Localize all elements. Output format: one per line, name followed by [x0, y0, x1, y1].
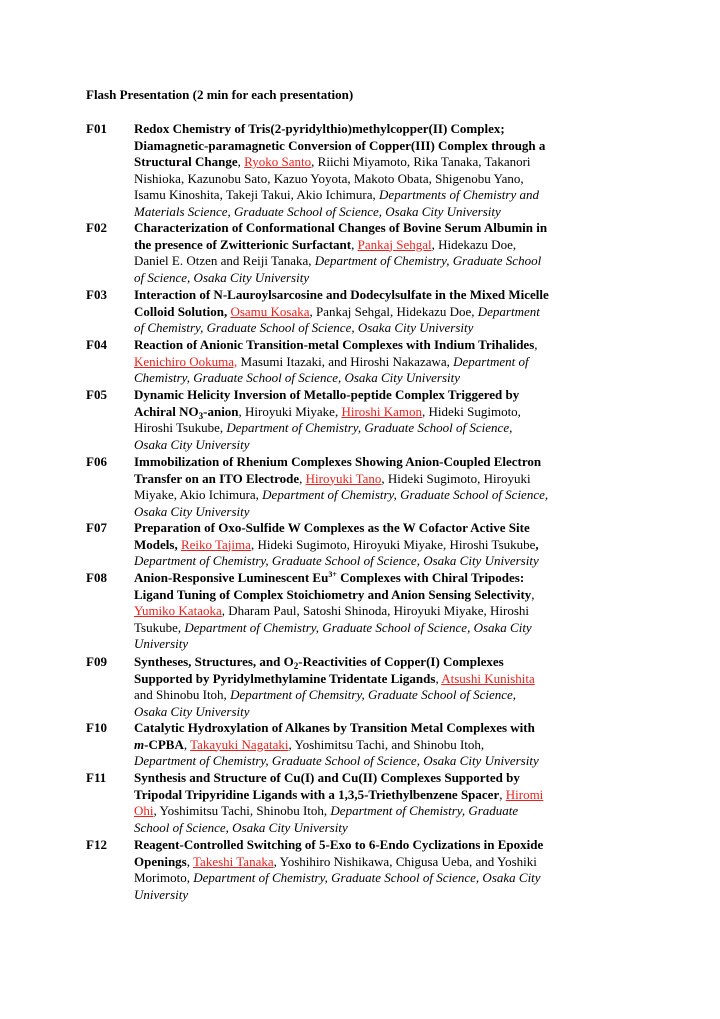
- text-segment: University: [134, 886, 189, 902]
- text-segment: Redox Chemistry of Tris(2-pyridylthio)methylcopper(II) Complex;: [134, 121, 505, 136]
- entry-line: [134, 837, 543, 854]
- text-segment: , Hideki Sugimoto, Hiroyuki Miyake, Hiroshi Tsukube: [250, 536, 536, 552]
- entry-line: [134, 803, 518, 820]
- entry-line: [134, 270, 309, 287]
- text-segment: ,: [534, 337, 538, 352]
- entry-line: [134, 253, 541, 270]
- presentation-code: F08: [86, 570, 107, 585]
- text-segment: Department of Chemistry, Graduate School of Science,: [226, 420, 513, 435]
- entry-line: [134, 354, 529, 371]
- text-segment: of Chemistry, Graduate School of Science, Osaka City University: [134, 320, 474, 335]
- text-segment: Interaction of N-Lauroylsarcosine and Dodecylsulfate in the Mixed Micelle: [134, 287, 549, 302]
- text-segment: Department of Chemistry, Graduate School of Science, Osaka City University: [134, 753, 539, 768]
- presenter-name: Ohi: [134, 803, 154, 818]
- text-segment: School of Science, Osaka City University: [134, 819, 348, 835]
- text-segment: , Yoshimitsu Tachi, Shinobu Itoh,: [153, 803, 331, 818]
- text-segment: Hiroshi Tsukube,: [134, 420, 227, 435]
- entry-line: [134, 304, 540, 321]
- text-segment: Anion-Responsive Luminescent Eu: [134, 570, 329, 585]
- text-segment: ,: [499, 786, 506, 802]
- text-segment: , Dharam Paul, Satoshi Shinoda, Hiroyuki Miyake, Hiroshi: [221, 603, 530, 618]
- text-segment: Syntheses, Structures, and O: [134, 654, 294, 669]
- text-segment: ,: [299, 470, 306, 486]
- entry-line: [134, 420, 512, 437]
- presenter-name: Takayuki Nagataki: [190, 736, 289, 752]
- text-segment: Preparation of Oxo-Sulfide W Complexes as the W Cofactor Active Site: [134, 520, 530, 535]
- entry-line: [134, 787, 543, 804]
- text-segment: -anion: [203, 403, 239, 419]
- text-segment: Reaction of Anionic Transition-metal Complexes with Indium Trihalides: [134, 337, 535, 352]
- presentation-code: F04: [86, 337, 107, 352]
- presentation-code: F09: [86, 654, 107, 669]
- entry-line: [134, 437, 250, 454]
- text-segment: Department of Chemistry, Graduate School of Science, Osaka City: [193, 870, 541, 885]
- presentation-code: F06: [86, 454, 107, 469]
- presentation-code: F11: [86, 770, 107, 785]
- text-segment: Immobilization of Rhenium Complexes Showing Anion-Coupled Electron: [134, 454, 542, 469]
- presenter-name: Yumiko Kataoka: [134, 603, 222, 618]
- presenter-name: Hiromi: [505, 786, 544, 802]
- text-segment: , Hideki Sugimoto, Hiroyuki: [381, 470, 531, 486]
- entry-line: [134, 704, 250, 721]
- text-segment: Department of Chemistry, Graduate: [330, 803, 519, 818]
- text-segment: Nishioka, Kazunobu Sato, Kazuo Yoyota, Makoto Obata, Shigenobu Yano,: [134, 170, 524, 186]
- text-segment: , Hidekazu Doe,: [431, 236, 517, 252]
- text-segment: of Science, Osaka City University: [134, 269, 310, 285]
- entry-line: [134, 671, 535, 688]
- entry-line: [134, 387, 519, 404]
- text-segment: Masumi Itazaki, and Hiroshi Nakazawa,: [237, 353, 454, 369]
- text-segment: Supported by Pyridylmethylamine Tridentate Ligands: [134, 670, 436, 686]
- text-segment: , Hiroyuki Miyake,: [238, 403, 342, 419]
- text-segment: and Shinobu Itoh,: [134, 687, 231, 702]
- text-segment: Structural Change: [134, 154, 238, 169]
- entry-line: [134, 121, 505, 138]
- entry-line: [134, 553, 539, 570]
- entry-line: [134, 220, 547, 237]
- entry-line: [134, 171, 524, 188]
- entry-line: [134, 854, 537, 871]
- entry-line: [134, 720, 535, 737]
- presenter-name: Atsushi Kunishita: [441, 670, 535, 686]
- presentation-code: F02: [86, 220, 107, 235]
- entry-line: [134, 770, 520, 787]
- entry-line: [134, 454, 541, 471]
- presenter-name: Pankaj Sehgal: [357, 236, 432, 252]
- text-segment: Tsukube,: [134, 619, 185, 635]
- text-segment: 3: [198, 410, 204, 421]
- text-segment: , Riichi Miyamoto, Rika Tanaka, Takanori: [311, 154, 531, 169]
- text-segment: 2: [293, 661, 299, 671]
- text-segment: Daniel E. Otzen and Reiji Tanaka,: [134, 253, 315, 268]
- text-segment: Characterization of Conformational Changes of Bovine Serum Albumin in: [134, 220, 548, 235]
- text-segment: ,: [237, 154, 245, 169]
- entry-line: [134, 370, 460, 387]
- text-segment: Department: [477, 303, 540, 319]
- entry-line: [134, 636, 188, 653]
- text-segment: -Reactivities of Copper(I) Complexes: [298, 654, 504, 669]
- entry-line: [134, 887, 188, 904]
- presenter-name: Reiko Tajima: [180, 536, 251, 552]
- text-segment: ,: [531, 586, 535, 602]
- entry-line: [134, 603, 529, 620]
- presenter-name: Takeshi Tanaka: [193, 853, 274, 869]
- entry-line: [134, 570, 524, 587]
- entry-line: [134, 404, 521, 421]
- text-segment: University: [134, 636, 189, 651]
- text-segment: Department of Chemistry, Graduate School: [314, 253, 542, 268]
- entry-line: [134, 504, 250, 521]
- entry-line: [134, 654, 504, 671]
- text-segment: m: [134, 736, 145, 752]
- text-segment: Synthesis and Structure of Cu(I) and Cu(II) Complexes Supported by: [134, 770, 520, 785]
- entry-line: [134, 687, 516, 704]
- text-segment: Ligand Tuning of Complex Stoichiometry and Anion Sensing Selectivity: [134, 586, 532, 602]
- text-segment: ,: [183, 736, 191, 752]
- text-segment: Catalytic Hydroxylation of Alkanes by Transition Metal Complexes with: [134, 720, 535, 735]
- text-segment: Complexes with Chiral Tripodes:: [336, 570, 525, 585]
- text-segment: Department of Chemistry, Graduate School of Science, Osaka City: [184, 619, 532, 635]
- entry-line: [134, 620, 532, 637]
- entry-line: [134, 154, 531, 171]
- page-heading: Flash Presentation (2 min for each presentation): [86, 87, 354, 102]
- text-segment: Reagent-Controlled Switching of 5-Exo to 6-Endo Cyclizations in Epoxide: [134, 837, 544, 852]
- presenter-name: Osamu Kosaka: [230, 303, 310, 319]
- text-segment: Diamagnetic-paramagnetic Conversion of Copper(III) Complex through a: [134, 137, 546, 153]
- entry-line: [134, 204, 501, 221]
- text-segment: Department of Chemistry, Graduate School of Science, Osaka City University: [134, 553, 539, 568]
- text-segment: ,: [535, 536, 539, 552]
- presentation-code: F12: [86, 837, 107, 852]
- presentation-code: F07: [86, 520, 107, 535]
- text-segment: Miyake, Akio Ichimura,: [134, 487, 263, 502]
- text-segment: Department of: [453, 353, 529, 369]
- text-segment: Tripodal Tripyridine Ligands with a 1,3,5-Triethylbenzene Spacer: [134, 786, 500, 802]
- text-segment: Colloid Solution,: [134, 303, 228, 319]
- entry-line: [134, 138, 545, 155]
- text-segment: Morimoto,: [134, 870, 194, 885]
- text-segment: Osaka City University: [134, 703, 250, 719]
- text-segment: the presence of Zwitterionic Surfactant: [134, 236, 352, 252]
- entry-line: [134, 337, 538, 354]
- text-segment: Osaka City University: [134, 436, 250, 452]
- text-segment: , Yoshihiro Nishikawa, Chigusa Ueba, and Yoshiki: [273, 853, 537, 869]
- presentation-code: F05: [86, 387, 107, 402]
- entry-line: [134, 520, 530, 537]
- text-segment: Dynamic Helicity Inversion of Metallo-peptide Complex Triggered by: [134, 387, 520, 402]
- entry-line: [134, 820, 348, 837]
- text-segment: Models,: [134, 536, 178, 552]
- text-segment: ,: [351, 236, 358, 252]
- text-segment: Transfer on an ITO Electrode: [134, 470, 300, 486]
- entry-line: [134, 187, 539, 204]
- text-segment: Openings: [134, 853, 187, 869]
- entry-line: [134, 287, 549, 304]
- text-segment: ,: [435, 670, 442, 686]
- entry-line: [134, 587, 535, 604]
- text-segment: Department of Chemsitry, Graduate School of Science,: [230, 687, 517, 702]
- text-segment: 3+: [328, 570, 337, 579]
- text-segment: Achiral NO: [134, 403, 199, 419]
- text-segment: Isamu Kinoshita, Takeji Takui, Akio Ichimura,: [134, 187, 380, 202]
- entry-line: [134, 320, 473, 337]
- presenter-name: Hiroshi Kamon: [341, 403, 422, 419]
- text-segment: Osaka City University: [134, 503, 250, 519]
- text-segment: ,: [186, 853, 194, 869]
- entry-line: [134, 737, 484, 754]
- entry-line: [134, 471, 531, 488]
- entry-line: [134, 537, 539, 554]
- text-segment: -CPBA: [144, 736, 184, 752]
- presenter-name: Ryoko Santo: [244, 154, 312, 169]
- text-segment: , Yoshimitsu Tachi, and Shinobu Itoh,: [288, 736, 485, 752]
- entry-line: [134, 237, 516, 254]
- entry-line: [134, 487, 548, 504]
- text-segment: , Hideki Sugimoto,: [421, 403, 521, 419]
- entry-line: [134, 870, 541, 887]
- text-segment: Department of Chemistry, Graduate School of Science,: [262, 487, 549, 502]
- presenter-name: Hiroyuki Tano: [305, 470, 382, 486]
- text-segment: Chemistry, Graduate School of Science, Osaka City University: [134, 370, 461, 385]
- presentation-code: F01: [86, 121, 107, 136]
- text-segment: Departments of Chemistry and: [379, 187, 539, 202]
- text-segment: Materials Science, Graduate School of Science, Osaka City University: [134, 203, 501, 219]
- entry-line: [134, 753, 539, 770]
- presentation-code: F03: [86, 287, 107, 302]
- text-segment: , Pankaj Sehgal, Hidekazu Doe,: [309, 303, 478, 319]
- presenter-name: Kenichiro Ookuma,: [134, 353, 238, 369]
- presentation-code: F10: [86, 720, 107, 735]
